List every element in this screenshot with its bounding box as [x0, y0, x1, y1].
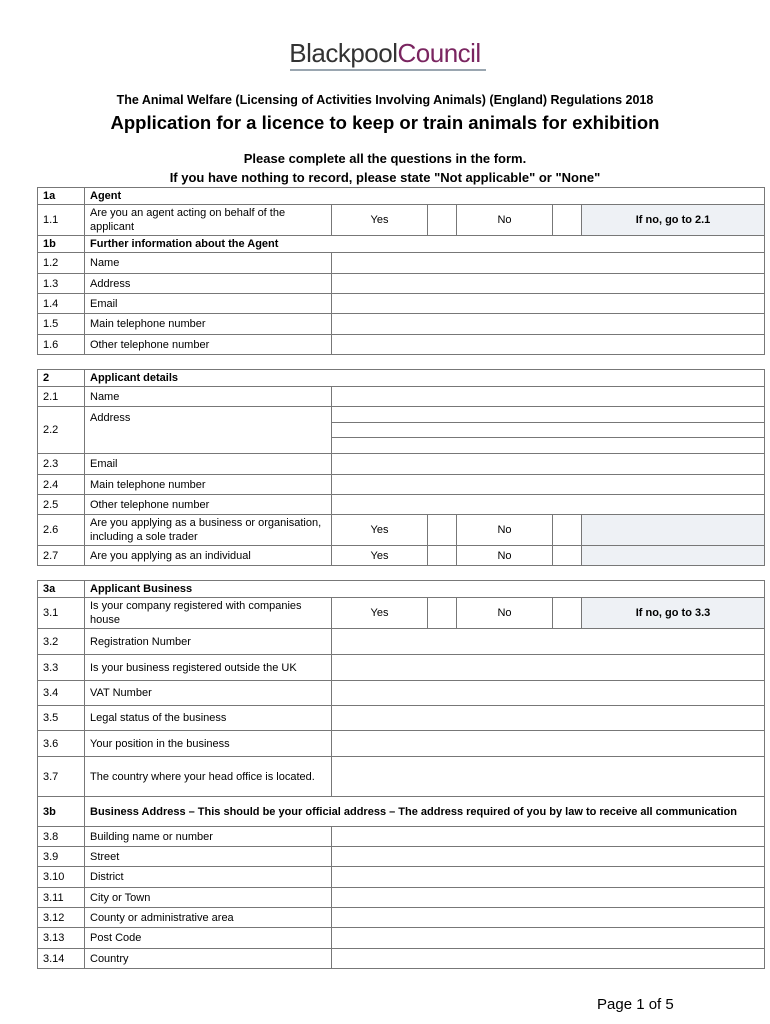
question-number: 3.9 [38, 847, 85, 867]
question-label: VAT Number [85, 681, 332, 706]
section-title: Agent [85, 188, 765, 205]
applicant-table [37, 369, 765, 566]
question-label: Address [85, 274, 332, 294]
question-row-1-1 [38, 205, 765, 236]
question-number: 3.13 [38, 928, 85, 949]
no-checkbox[interactable] [553, 598, 582, 629]
address-line-2[interactable] [332, 423, 765, 438]
answer-field[interactable] [332, 629, 765, 655]
question-number: 3.14 [38, 949, 85, 969]
question-number: 2.6 [38, 515, 85, 546]
section-title: Applicant Business [85, 581, 765, 598]
yes-checkbox[interactable] [428, 546, 457, 566]
no-checkbox[interactable] [553, 205, 582, 236]
question-number: 1.3 [38, 274, 85, 294]
address-line-3[interactable] [332, 438, 765, 454]
section-header-3a [38, 581, 765, 598]
answer-field[interactable] [332, 314, 765, 335]
question-row-2-7 [38, 546, 765, 566]
yes-label: Yes [332, 546, 428, 566]
question-number: 2.4 [38, 475, 85, 495]
question-row-2-4 [38, 475, 765, 495]
section-header-1b [38, 236, 765, 253]
yes-label: Yes [332, 205, 428, 236]
question-number: 3.4 [38, 681, 85, 706]
question-number: 3.8 [38, 827, 85, 847]
question-label: District [85, 867, 332, 888]
no-label: No [457, 546, 553, 566]
answer-field[interactable] [332, 908, 765, 928]
question-label: Main telephone number [85, 475, 332, 495]
question-label: Country [85, 949, 332, 969]
section-title: Further information about the Agent [85, 236, 765, 253]
question-row-2-1 [38, 387, 765, 407]
question-number: 1.5 [38, 314, 85, 335]
section-number: 3a [38, 581, 85, 598]
shaded-cell [582, 515, 765, 546]
answer-field[interactable] [332, 454, 765, 475]
question-label: Are you applying as an individual [85, 546, 332, 566]
yes-checkbox[interactable] [428, 205, 457, 236]
answer-field[interactable] [332, 827, 765, 847]
question-row-3-11 [38, 888, 765, 908]
question-row-3-5 [38, 706, 765, 731]
question-number: 3.10 [38, 867, 85, 888]
answer-field[interactable] [332, 253, 765, 274]
no-label: No [457, 515, 553, 546]
question-label: Address [85, 407, 332, 454]
question-number: 1.4 [38, 294, 85, 314]
answer-field[interactable] [332, 387, 765, 407]
question-label: Is your company registered with companies house [85, 598, 332, 629]
question-row-2-6 [38, 515, 765, 546]
question-number: 2.2 [38, 407, 85, 454]
instruction-line-2: If you have nothing to record, please state "Not applicable" or "None" [169, 170, 601, 185]
question-label: County or administrative area [85, 908, 332, 928]
answer-field[interactable] [332, 495, 765, 515]
question-label: Other telephone number [85, 335, 332, 355]
question-number: 3.1 [38, 598, 85, 629]
question-number: 3.6 [38, 731, 85, 757]
question-row-3-7 [38, 757, 765, 797]
business-table [37, 580, 765, 969]
section-header-1a [38, 188, 765, 205]
question-label: Are you applying as a business or organisation, including a sole trader [85, 515, 332, 546]
question-row-3-13 [38, 928, 765, 949]
question-row-1-5 [38, 314, 765, 335]
question-label: Name [85, 253, 332, 274]
no-label: No [457, 598, 553, 629]
agent-table [37, 187, 765, 355]
question-row-2-3 [38, 454, 765, 475]
section-title: Applicant details [85, 370, 765, 387]
question-row-3-4 [38, 681, 765, 706]
question-row-1-4 [38, 294, 765, 314]
question-number: 2.3 [38, 454, 85, 475]
question-label: The country where your head office is located. [85, 757, 332, 797]
question-label: Post Code [85, 928, 332, 949]
skip-note: If no, go to 2.1 [582, 205, 765, 236]
question-row-3-6 [38, 731, 765, 757]
section-header-2 [38, 370, 765, 387]
section-number: 2 [38, 370, 85, 387]
question-number: 3.7 [38, 757, 85, 797]
question-number: 3.12 [38, 908, 85, 928]
logo-text-council: Council [397, 38, 481, 68]
yes-label: Yes [332, 598, 428, 629]
question-label: Are you an agent acting on behalf of the applicant [85, 205, 332, 236]
yes-checkbox[interactable] [428, 515, 457, 546]
question-label: Building name or number [85, 827, 332, 847]
question-row-2-5 [38, 495, 765, 515]
skip-note: If no, go to 3.3 [582, 598, 765, 629]
question-number: 3.2 [38, 629, 85, 655]
question-label: Main telephone number [85, 314, 332, 335]
question-number: 2.5 [38, 495, 85, 515]
question-number: 1.6 [38, 335, 85, 355]
question-row-3-9 [38, 847, 765, 867]
question-label: Legal status of the business [85, 706, 332, 731]
shaded-cell [582, 546, 765, 566]
answer-field[interactable] [332, 757, 765, 797]
answer-field[interactable] [332, 847, 765, 867]
answer-field[interactable] [332, 888, 765, 908]
answer-field[interactable] [332, 294, 765, 314]
instruction-line-1: Please complete all the questions in the form. [243, 151, 527, 166]
council-logo [0, 38, 770, 69]
question-label: Other telephone number [85, 495, 332, 515]
yes-label: Yes [332, 515, 428, 546]
page-number: Page 1 of 5 [597, 996, 674, 1013]
no-label: No [457, 205, 553, 236]
answer-field[interactable] [332, 867, 765, 888]
question-label: Your position in the business [85, 731, 332, 757]
question-number: 2.1 [38, 387, 85, 407]
answer-field[interactable] [332, 949, 765, 969]
question-row-3-12 [38, 908, 765, 928]
logo-underline [290, 69, 486, 71]
yes-checkbox[interactable] [428, 598, 457, 629]
answer-field[interactable] [332, 681, 765, 706]
answer-field[interactable] [332, 335, 765, 355]
section-header-3b [38, 797, 765, 827]
question-row-3-10 [38, 867, 765, 888]
section-number: 3b [38, 797, 85, 827]
question-number: 3.3 [38, 655, 85, 681]
question-row-1-2 [38, 253, 765, 274]
section-title: Business Address – This should be your official address – The address required of you by law to receive all communication [85, 797, 765, 827]
address-line-1[interactable] [332, 407, 765, 423]
question-row-3-1 [38, 598, 765, 629]
section-number: 1a [38, 188, 85, 205]
question-row-3-3 [38, 655, 765, 681]
answer-field[interactable] [332, 655, 765, 681]
question-row-1-3 [38, 274, 765, 294]
question-number: 1.1 [38, 205, 85, 236]
section-number: 1b [38, 236, 85, 253]
question-number: 3.11 [38, 888, 85, 908]
question-label: Email [85, 294, 332, 314]
question-number: 2.7 [38, 546, 85, 566]
no-checkbox[interactable] [553, 515, 582, 546]
answer-field[interactable] [332, 706, 765, 731]
answer-field[interactable] [332, 928, 765, 949]
question-label: Email [85, 454, 332, 475]
question-label: Registration Number [85, 629, 332, 655]
question-row-3-2 [38, 629, 765, 655]
question-row-1-6 [38, 335, 765, 355]
question-number: 1.2 [38, 253, 85, 274]
no-checkbox[interactable] [553, 546, 582, 566]
form-title: Application for a licence to keep or train animals for exhibition [110, 112, 660, 133]
question-label: Name [85, 387, 332, 407]
question-row-3-8 [38, 827, 765, 847]
question-label: Street [85, 847, 332, 867]
regulation-title: The Animal Welfare (Licensing of Activities Involving Animals) (England) Regulations 2018 [116, 93, 654, 107]
question-label: City or Town [85, 888, 332, 908]
answer-field[interactable] [332, 475, 765, 495]
question-row-2-2 [38, 407, 765, 423]
question-row-3-14 [38, 949, 765, 969]
question-label: Is your business registered outside the UK [85, 655, 332, 681]
question-number: 3.5 [38, 706, 85, 731]
answer-field[interactable] [332, 274, 765, 294]
logo-text-blackpool: Blackpool [289, 38, 398, 68]
answer-field[interactable] [332, 731, 765, 757]
